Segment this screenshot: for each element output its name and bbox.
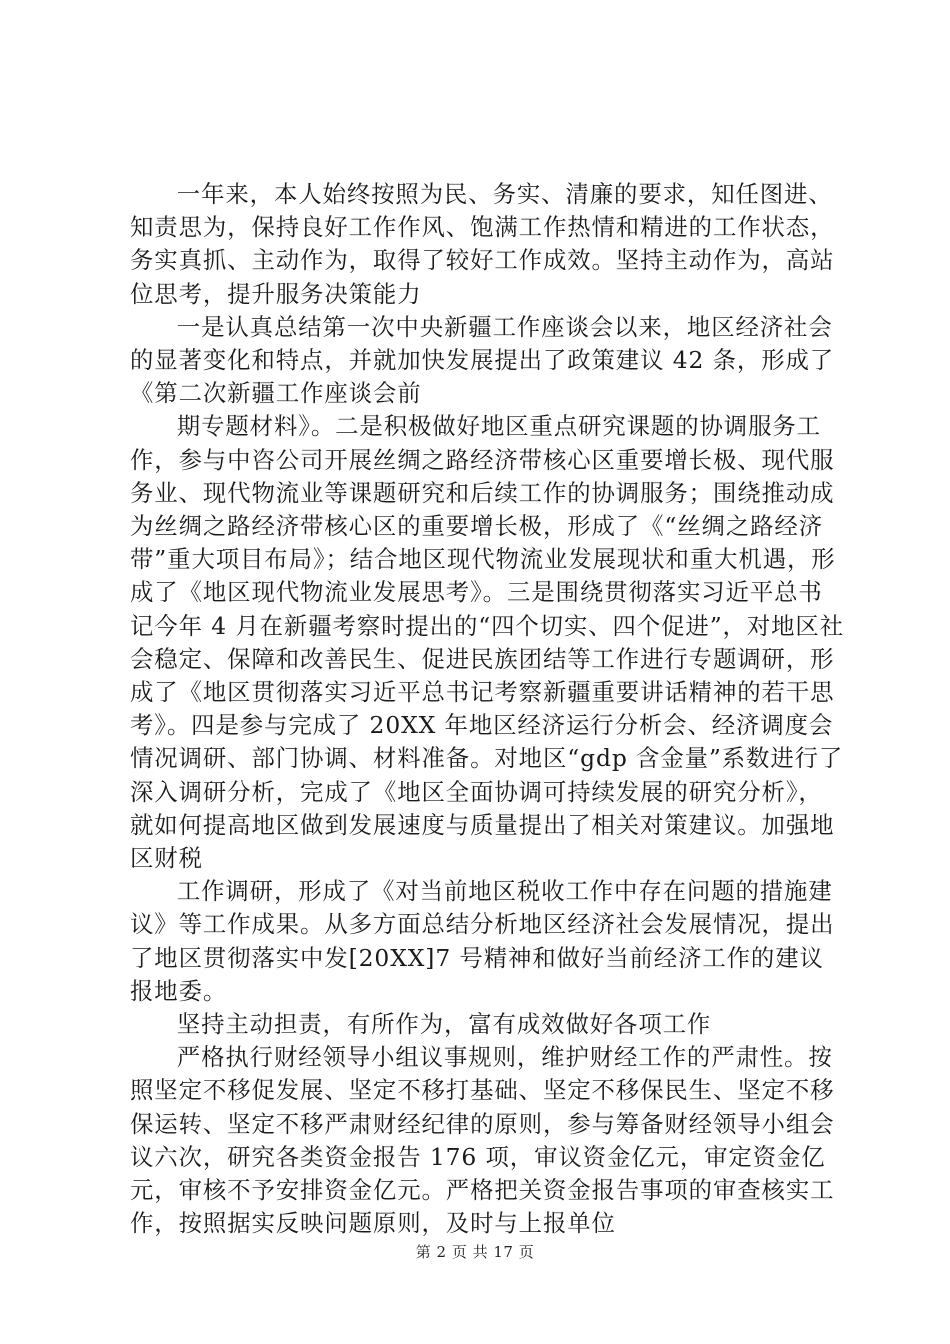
document-body [130,178,845,1241]
page-number-footer: 第 2 页 共 17 页 [415,1243,535,1261]
paragraph: 一年来，本人始终按照为民、务实、清廉的要求，知任图进、知责思为，保持良好工作作风、饱满工作热情和精进的工作状态，务实真抓、主动作为，取得了较好工作成效。坚持主动作为，高站位思考，提升服务决策能力 [130,180,835,308]
paragraph: 一是认真总结第一次中央新疆工作座谈会以来，地区经济社会的显著变化和特点，并就加快发展提出了政策建议 42 条，形成了《第二次新疆工作座谈会前 [130,312,835,408]
paragraph: 工作调研，形成了《对当前地区税收工作中存在问题的措施建议》等工作成果。从多方面总结分析地区经济社会发展情况，提出了地区贯彻落实中发[20XX]7 号精神和做好当前经济工作的建议报地委。 [130,877,835,1005]
paragraph: 坚持主动担责，有所作为，富有成效做好各项工作 [176,1010,712,1039]
paragraph: 期专题材料》。二是积极做好地区重点研究课题的协调服务工作，参与中咨公司开展丝绸之路经济带核心区重要增长极、现代服务业、现代物流业等课题研究和后续工作的协调服务；围绕推动成为丝绸之路经济带核心区的重要增长极，形成了《“丝绸之路经济带”重大项目布局》；结合地区现代物流业发展现状和重大机遇，形成了《地区现代物流业发展思考》。三是围绕贯彻落实习近平总书记今年 4 月在新疆考察时提出的“四个切实、四个促进”，对地区社会稳定、保障和改善民生、促进民族团结等工作进行专题调研，形成了《地区贯彻落实习近平总书记考察新疆重要讲话精神的若干思考》。四是参与完成了 20XX 年地区经济运行分析会、经济调度会情况调研、部门协调、材料准备。对地区“gdp 含金量”系数进行了深入调研分析，完成了《地区全面协调可持续发展的研究分析》，就如何提高地区做到发展速度与质量提出了相关对策建议。加强地区财税 [130,412,845,873]
paragraph: 严格执行财经领导小组议事规则，维护财经工作的严肃性。按照坚定不移促发展、坚定不移打基础、坚定不移保民生、坚定不移保运转、坚定不移严肃财经纪律的原则，参与筹备财经领导小组会议六次，研究各类资金报告 176 项，审议资金亿元，审定资金亿元，审核不予安排资金亿元。严格把关资金报告事项的审查核实工作，按照据实反映问题原则，及时与上报单位 [130,1043,835,1238]
